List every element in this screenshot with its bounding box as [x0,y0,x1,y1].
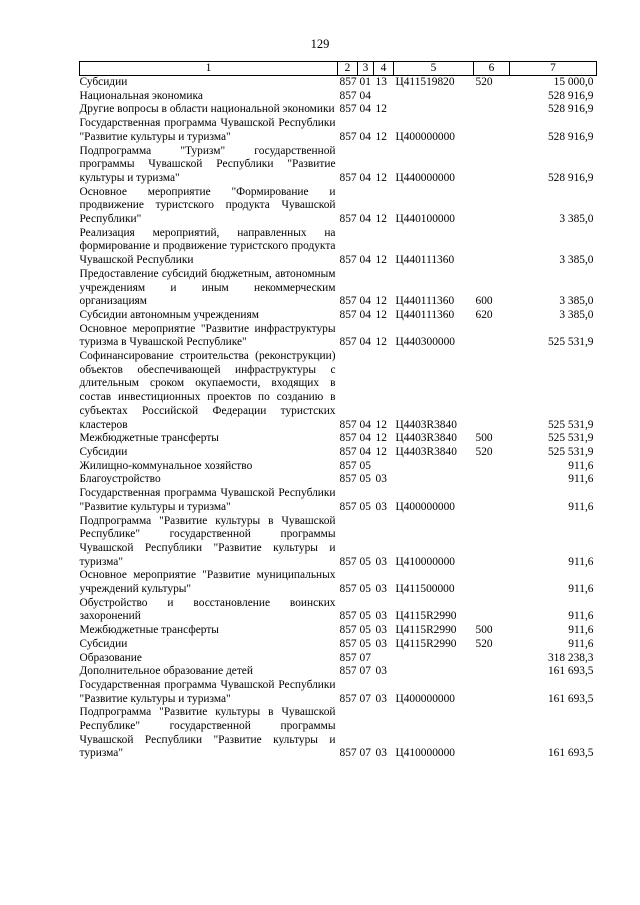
row-amount: 525 531,9 [547,445,594,458]
row-amount: 15 000,0 [553,76,594,88]
row-code-target: Ц4115R2990 [395,624,457,637]
row-amount: 911,6 [568,637,594,650]
row-code-expense-type [474,186,510,227]
row-code-admin: 857 [339,459,357,472]
row-code-subsection: 13 [375,76,387,88]
row-code-expense-type: 500 [475,432,493,445]
row-code-subsection: 12 [375,295,387,308]
row-amount: 3 385,0 [559,213,594,226]
table-row [80,665,597,679]
table-row [80,652,597,666]
row-code-section: 05 [359,459,371,472]
table-row [80,309,597,323]
row-code-target: Ц4115R2990 [395,610,457,623]
row-name: Благоустройство [79,473,161,486]
row-code-section: 05 [359,555,371,568]
row-code-admin: 857 [339,308,357,321]
row-code-expense-type [474,350,510,432]
row-amount: 3 385,0 [559,308,594,321]
row-name: Основное мероприятие "Развитие инфраструктуры туризма в Чувашской Республике" [79,322,336,349]
row-code-target: Ц440111360 [395,254,455,267]
row-code-section: 04 [359,130,371,143]
table-row [80,624,597,638]
row-code-subsection: 12 [375,308,387,321]
row-code-expense-type [474,460,510,474]
row-code-section: 05 [359,583,371,596]
row-code-section: 05 [359,610,371,623]
row-amount: 528 916,9 [547,103,594,116]
table-row [80,117,597,144]
row-amount: 911,6 [568,610,594,623]
table-row [80,679,597,706]
row-code-admin: 857 [339,103,357,116]
row-code-section: 04 [359,103,371,116]
row-amount: 911,6 [568,500,594,513]
table-row [80,597,597,624]
row-code-target: Ц411519820 [395,76,455,88]
header-col-3: 3 [358,62,374,76]
row-code-admin: 857 [339,651,357,664]
row-code-admin: 857 [339,747,357,760]
row-code-expense-type [474,90,510,104]
row-code-subsection: 12 [375,445,387,458]
row-code-target: Ц440111360 [395,308,455,321]
row-code-expense-type [474,473,510,487]
table-row [80,638,597,652]
row-code-target [394,652,474,666]
row-code-admin: 857 [339,432,357,445]
row-code-admin: 857 [339,637,357,650]
table-row [80,323,597,350]
row-code-target: Ц440000000 [395,171,455,184]
header-col-2: 2 [338,62,358,76]
row-code-section: 05 [359,637,371,650]
row-code-section: 04 [359,308,371,321]
row-code-subsection: 12 [375,213,387,226]
row-code-expense-type [474,487,510,514]
row-name: Государственная программа Чувашской Республики "Развитие культуры и туризма" [79,487,336,513]
row-name: Субсидии автономным учреждениям [79,308,259,321]
row-code-target: Ц400000000 [395,692,455,705]
table-row [80,227,597,268]
row-code-subsection: 12 [375,130,387,143]
row-name: Подпрограмма "Развитие культуры в Чувашской Республике" государственной программы Чувашской Республики "Развитие культуры и туризма" [79,514,336,568]
row-code-subsection: 03 [375,583,387,596]
row-amount: 525 531,9 [547,418,594,431]
row-name: Реализация мероприятий, направленных на формирование и продвижение туристского продукта Чувашской Республики [79,226,336,267]
row-code-target [394,90,474,104]
row-code-admin: 857 [339,500,357,513]
row-amount: 911,6 [568,583,594,596]
row-code-admin: 857 [339,418,357,431]
row-amount: 318 238,3 [547,651,594,664]
row-code-target [394,460,474,474]
row-code-target: Ц4403R3840 [395,445,457,458]
header-col-6: 6 [474,62,510,76]
row-code-admin: 857 [339,692,357,705]
header-row [80,62,597,76]
row-amount: 528 916,9 [547,89,594,102]
row-code-target: Ц400000000 [395,130,455,143]
row-code-section: 07 [359,747,371,760]
table-body [80,76,597,762]
row-name: Дополнительное образование детей [79,665,253,678]
row-code-admin: 857 [339,583,357,596]
row-code-target: Ц410000000 [395,747,455,760]
row-name: Основное мероприятие "Формирование и продвижение туристского продукта Чувашской Республики" [79,185,336,226]
row-code-subsection: 03 [375,747,387,760]
row-code-expense-type [474,679,510,706]
header-col-1: 1 [80,62,338,76]
row-code-subsection: 03 [375,500,387,513]
row-code-target: Ц400000000 [395,500,455,513]
row-code-subsection: 12 [375,432,387,445]
table-row [80,103,597,117]
row-amount: 525 531,9 [547,336,594,349]
row-code-section: 05 [359,624,371,637]
row-name: Подпрограмма "Развитие культуры в Чувашской Республике" государственной программы Чувашской Республики "Развитие культуры и туризма" [79,706,336,760]
page-number: 129 [310,37,330,51]
table-row [80,186,597,227]
row-code-subsection: 03 [375,665,387,678]
row-code-admin: 857 [339,89,357,102]
row-code-subsection [374,460,394,474]
row-code-target: Ц4115R2990 [395,637,457,650]
row-code-admin: 857 [339,473,357,486]
row-code-subsection: 03 [375,637,387,650]
row-code-admin: 857 [339,336,357,349]
row-name: Субсидии [79,445,128,458]
table-row [80,268,597,309]
row-code-expense-type [474,145,510,186]
row-amount: 911,6 [568,473,594,486]
row-amount: 911,6 [568,555,594,568]
row-code-section: 04 [359,171,371,184]
row-code-subsection [374,90,394,104]
budget-table [79,61,597,761]
row-code-admin: 857 [339,610,357,623]
row-code-expense-type [474,117,510,144]
row-name: Другие вопросы в области национальной экономики [79,103,335,116]
row-code-section: 07 [359,665,371,678]
row-code-admin: 857 [339,665,357,678]
row-name: Государственная программа Чувашской Республики "Развитие культуры и туризма" [79,678,336,705]
table-row [80,90,597,104]
row-code-expense-type [474,323,510,350]
row-code-admin: 857 [339,254,357,267]
row-code-expense-type: 620 [475,308,493,321]
header-col-4: 4 [374,62,394,76]
row-name: Субсидии [79,637,128,650]
row-amount: 3 385,0 [559,254,594,267]
row-code-target: Ц4403R3840 [395,418,457,431]
row-code-section: 04 [359,336,371,349]
row-name: Подпрограмма "Туризм" государственной программы Чувашской Республики "Развитие культуры и туризма" [79,144,336,184]
row-code-target: Ц440300000 [395,336,455,349]
row-code-expense-type [474,652,510,666]
row-code-section: 05 [359,500,371,513]
row-amount: 161 693,5 [547,747,594,760]
row-code-target [394,103,474,117]
table-row [80,76,597,90]
row-code-admin: 857 [339,555,357,568]
row-code-expense-type [474,665,510,679]
row-code-admin: 857 [339,445,357,458]
header-col-5: 5 [394,62,474,76]
row-code-subsection: 03 [375,692,387,705]
row-code-section: 04 [359,295,371,308]
row-code-target: Ц411500000 [395,583,455,596]
row-code-target [394,473,474,487]
row-code-subsection: 12 [375,418,387,431]
row-code-subsection: 03 [375,610,387,623]
table-row [80,145,597,186]
row-code-subsection: 12 [375,336,387,349]
row-code-admin: 857 [339,213,357,226]
table-row [80,706,597,761]
table-row [80,460,597,474]
row-code-expense-type: 500 [475,624,493,637]
row-code-expense-type: 520 [475,637,493,650]
row-name: Обустройство и восстановление воинских захоронений [79,596,336,623]
row-code-section: 04 [359,418,371,431]
row-code-expense-type [474,706,510,761]
row-code-expense-type [474,569,510,596]
row-code-expense-type: 520 [475,445,493,458]
row-name: Образование [79,651,142,664]
row-code-section: 01 [359,76,371,88]
row-amount: 161 693,5 [547,665,594,678]
row-name: Субсидии [79,76,128,88]
row-code-expense-type: 600 [475,295,493,308]
row-name: Предоставление субсидий бюджетным, автономным учреждениям и иным некоммерческим организациям [79,267,336,308]
row-code-subsection [374,652,394,666]
row-code-expense-type [474,515,510,570]
table-row [80,446,597,460]
row-code-subsection: 12 [375,254,387,267]
row-code-expense-type [474,103,510,117]
table-row [80,473,597,487]
row-code-subsection: 12 [375,171,387,184]
row-name: Софинансирование строительства (реконструкции) объектов обеспечивающей инфраструктуры с длительным сроком окупаемости, входящих в состав инвестиционных проектов по созданию в субъектах Российской Федерации туристских кластеров [79,350,336,431]
row-code-section: 04 [359,89,371,102]
row-code-section: 07 [359,651,371,664]
table-row [80,569,597,596]
row-amount: 525 531,9 [547,432,594,445]
row-code-subsection: 12 [375,103,387,116]
row-code-target: Ц410000000 [395,555,455,568]
row-name: Национальная экономика [79,89,203,102]
row-amount: 161 693,5 [547,692,594,705]
row-name: Жилищно-коммунальное хозяйство [79,459,253,472]
row-amount: 911,6 [568,459,594,472]
row-code-subsection: 03 [375,473,387,486]
row-code-section: 05 [359,473,371,486]
row-code-section: 04 [359,445,371,458]
row-code-target: Ц440100000 [395,213,455,226]
row-code-admin: 857 [339,130,357,143]
row-amount: 3 385,0 [559,295,594,308]
table-row [80,350,597,432]
header-col-7: 7 [510,62,597,76]
table-row [80,487,597,514]
row-code-admin: 857 [339,624,357,637]
row-code-target [394,665,474,679]
row-code-target: Ц440111360 [395,295,455,308]
table-row [80,515,597,570]
row-code-expense-type [474,597,510,624]
row-amount: 528 916,9 [547,130,594,143]
row-code-admin: 857 [339,295,357,308]
row-code-expense-type [474,227,510,268]
table-row [80,432,597,446]
row-amount: 528 916,9 [547,171,594,184]
row-name: Межбюджетные трансферты [79,432,219,445]
row-code-section: 04 [359,432,371,445]
row-code-subsection: 03 [375,555,387,568]
row-name: Основное мероприятие "Развитие муниципальных учреждений культуры" [79,569,336,596]
row-code-section: 04 [359,254,371,267]
row-code-admin: 857 [339,171,357,184]
row-code-admin: 857 [339,76,357,88]
row-code-subsection: 03 [375,624,387,637]
row-code-target: Ц4403R3840 [395,432,457,445]
row-name: Межбюджетные трансферты [79,624,219,637]
row-name: Государственная программа Чувашской Республики "Развитие культуры и туризма" [79,117,336,143]
row-code-expense-type: 520 [475,76,493,88]
row-code-section: 07 [359,692,371,705]
row-code-section: 04 [359,213,371,226]
row-amount: 911,6 [568,624,594,637]
